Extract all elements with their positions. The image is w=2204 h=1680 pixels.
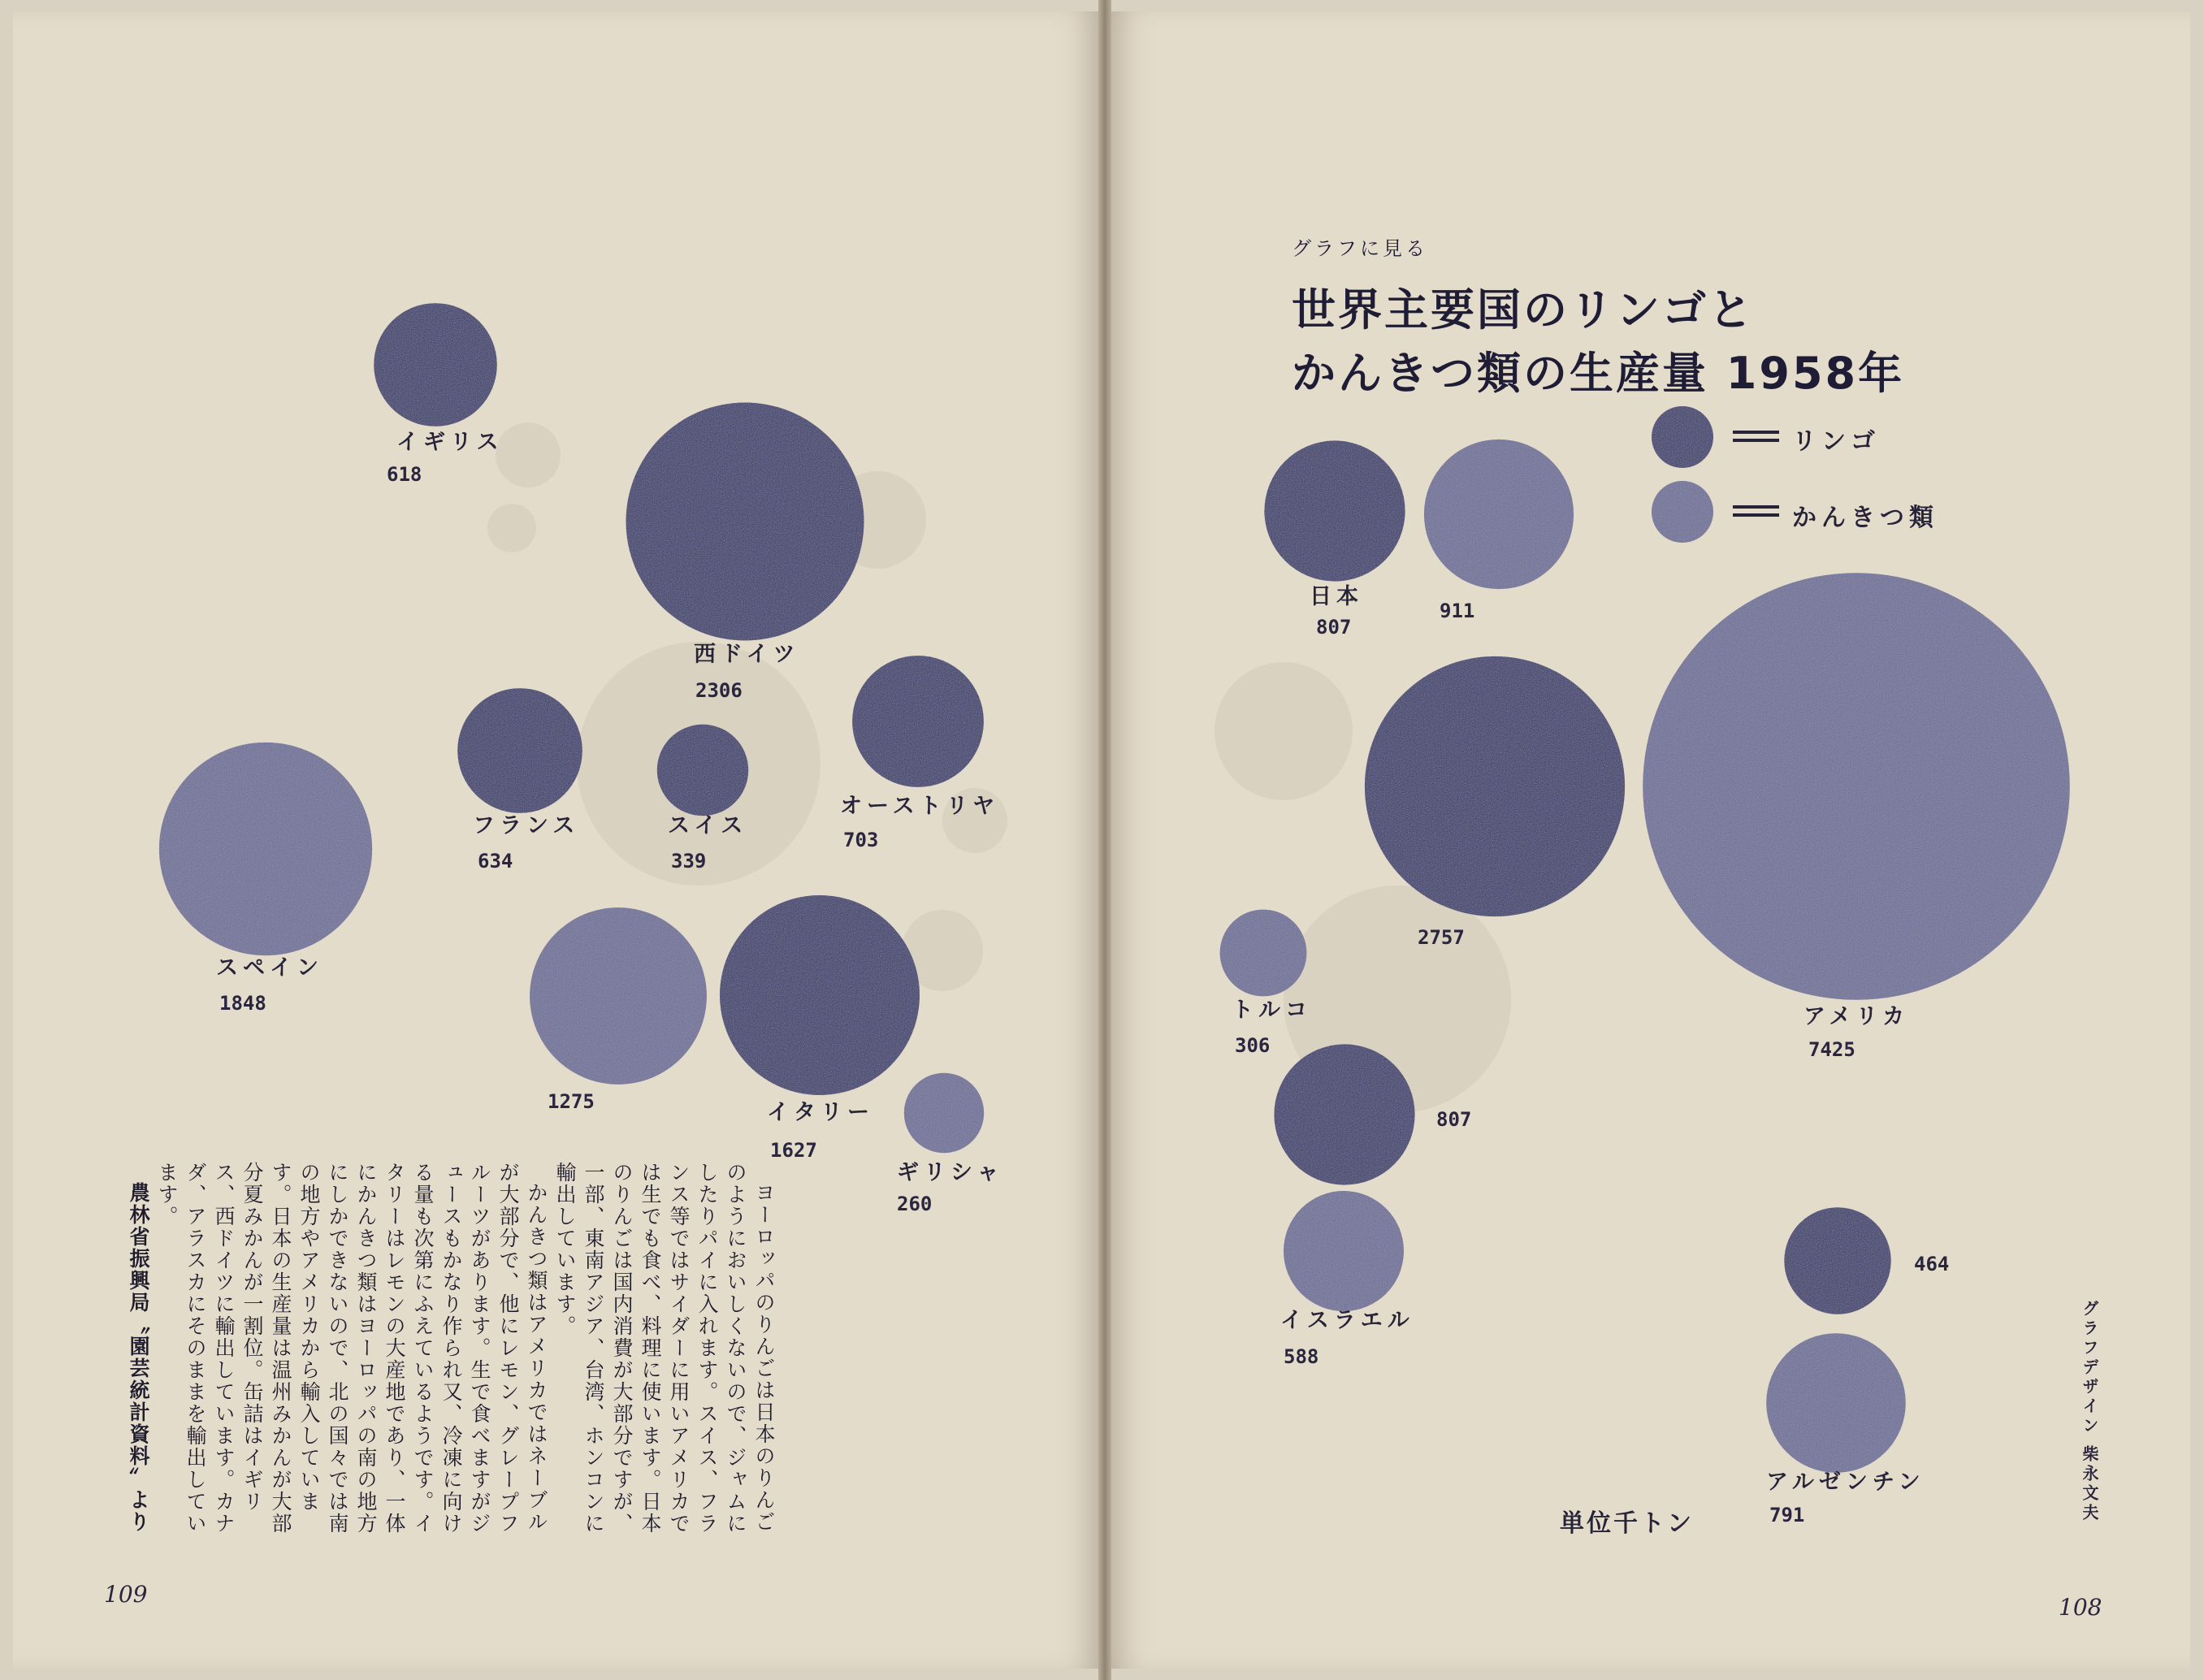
chart-title-line-1: 世界主要国のリンゴと (1292, 284, 1755, 336)
bubble-circle-apple-2 (457, 688, 582, 813)
page-number-right: 108 (2059, 1594, 2102, 1621)
body-text (112, 1162, 778, 1552)
bubble-circle-apple-1 (626, 403, 864, 641)
bubble-country-label-apple-3: スイス (668, 813, 748, 838)
bubble-circle-apple-0 (374, 303, 497, 426)
bubble-value-label-apple-8: 807 (1436, 1108, 1472, 1131)
bubble-value-label-citrus-3: 911 (1440, 600, 1475, 622)
bubble-circle-citrus-5 (1220, 910, 1307, 997)
bubble-country-label-apple-1: 西ドイツ (694, 642, 800, 667)
unit-label: 単位千トン (1560, 1509, 1694, 1538)
legend-label-apple: リンゴ (1792, 427, 1880, 456)
bubble-apple-6 (1264, 440, 1405, 639)
legend-label-citrus: かんきつ類 (1792, 504, 1938, 532)
ghost-circle-5 (1215, 662, 1353, 800)
bubble-value-label-apple-2: 634 (478, 850, 513, 872)
bubble-country-label-citrus-0: スペイン (216, 955, 323, 981)
bubble-circle-citrus-7 (1766, 1333, 1906, 1473)
chart-legend (1652, 406, 1779, 543)
bubble-citrus-6 (1280, 1191, 1414, 1368)
bubble-country-label-apple-2: フランス (473, 813, 580, 838)
chart-title-line-2: かんきつ類の生産量 1958年 (1292, 348, 1905, 399)
bubble-citrus-0 (159, 743, 372, 1015)
bubble-citrus-2 (897, 1073, 1003, 1215)
bubble-value-label-citrus-1: 1275 (548, 1090, 595, 1113)
bubble-circle-citrus-2 (904, 1073, 984, 1153)
bubble-country-label-citrus-7: アルゼンチン (1766, 1470, 1925, 1495)
chart-subtitle: グラフに見る (1292, 237, 1428, 260)
bubble-value-label-apple-9: 464 (1914, 1253, 1950, 1275)
chart-title-block (1292, 232, 1904, 405)
bubble-circle-apple-8 (1274, 1044, 1414, 1184)
legend-swatch-citrus (1652, 481, 1713, 543)
bubble-value-label-citrus-6: 588 (1284, 1345, 1319, 1368)
bubble-apple-5 (720, 895, 920, 1162)
bubble-circle-apple-7 (1365, 656, 1625, 916)
ghost-circle-1 (487, 504, 536, 552)
body-paragraph-1: ヨーロッパのりんごは日本のりんごのようにおいしくないので、ジャムにしたりパイに入れます。スイス、フランス等ではサイダーに用いアメリカでは生でも食べ、料理に使います。日本のりんごは国内消費が大部分ですが、一部、東南アジア、台湾、ホンコンに輸出しています。 (553, 1162, 776, 1535)
bubble-citrus-4 (1643, 573, 2070, 1061)
bubble-apple-0 (374, 303, 503, 486)
bubble-value-label-citrus-7: 791 (1769, 1504, 1805, 1526)
bubble-country-label-apple-5: イタリー (767, 1100, 874, 1125)
bubble-country-label-citrus-5: トルコ (1232, 998, 1312, 1023)
bubble-circle-citrus-3 (1424, 439, 1574, 589)
bubble-circle-apple-4 (852, 656, 984, 787)
bubble-value-label-apple-5: 1627 (770, 1139, 817, 1162)
legend-swatch-apple (1652, 406, 1713, 468)
bubble-country-label-apple-6: 日本 (1310, 584, 1363, 609)
body-paragraph-2: かんきつ類はアメリカではネーブルが大部分で、他にレモン、グレープフルーツがあります。生で食べますがジュースもかなり作られ又、冷凍に向ける量も次第にふえているようです。イタリーはレモンの大産地であり、一体にかんきつ類はヨーロッパの南の地方にしかできないので、北の国々では南の地方やアメリカから輸入しています。日本の生産量は温州みかんが大部分夏みかんが一割位。缶詰はイギリス、西ドイツに輸出しています。カナダ、アラスカにそのままを輸出しています。 (155, 1162, 548, 1535)
bubble-circle-apple-6 (1264, 440, 1405, 581)
bubble-apple-9 (1784, 1207, 1949, 1314)
bubble-country-label-citrus-4: アメリカ (1803, 1004, 1910, 1029)
bubble-value-label-apple-7: 2757 (1418, 926, 1465, 949)
bubble-circle-citrus-0 (159, 743, 372, 955)
bubble-value-label-apple-6: 807 (1316, 616, 1352, 639)
bubble-circle-citrus-6 (1284, 1191, 1404, 1311)
design-credit: グラフデザイン 柴永文夫 (2080, 1300, 2099, 1523)
bubble-value-label-apple-0: 618 (387, 463, 422, 486)
body-source: 農林省振興局〝園芸統計資料〟より (127, 1182, 150, 1533)
bubble-value-label-citrus-5: 306 (1235, 1034, 1271, 1057)
bubble-value-label-citrus-4: 7425 (1808, 1038, 1855, 1061)
bubble-citrus-1 (530, 907, 707, 1113)
page-number-left: 109 (104, 1581, 148, 1608)
bubble-circle-citrus-4 (1643, 573, 2070, 1000)
bubble-apple-2 (457, 688, 582, 872)
bubble-circle-apple-9 (1784, 1207, 1890, 1314)
bubble-country-label-apple-4: オーストリヤ (840, 794, 1000, 819)
bubble-value-label-citrus-2: 260 (897, 1193, 933, 1215)
bubble-country-label-apple-0: イギリス (396, 430, 504, 455)
bubble-citrus-7 (1766, 1333, 1925, 1526)
bubble-circle-citrus-1 (530, 907, 707, 1085)
bubble-value-label-apple-3: 339 (671, 850, 707, 872)
bubble-country-label-citrus-2: ギリシャ (897, 1160, 1004, 1185)
bubble-value-label-apple-1: 2306 (695, 679, 743, 702)
ghost-circle-0 (496, 422, 561, 487)
bubble-circle-apple-5 (720, 895, 920, 1095)
bubble-citrus-3 (1424, 439, 1574, 622)
bubble-circle-apple-3 (657, 725, 748, 816)
bubble-value-label-apple-4: 703 (843, 829, 879, 851)
bubble-country-label-citrus-6: イスラエル (1280, 1308, 1414, 1333)
bubble-value-label-citrus-0: 1848 (219, 992, 266, 1015)
